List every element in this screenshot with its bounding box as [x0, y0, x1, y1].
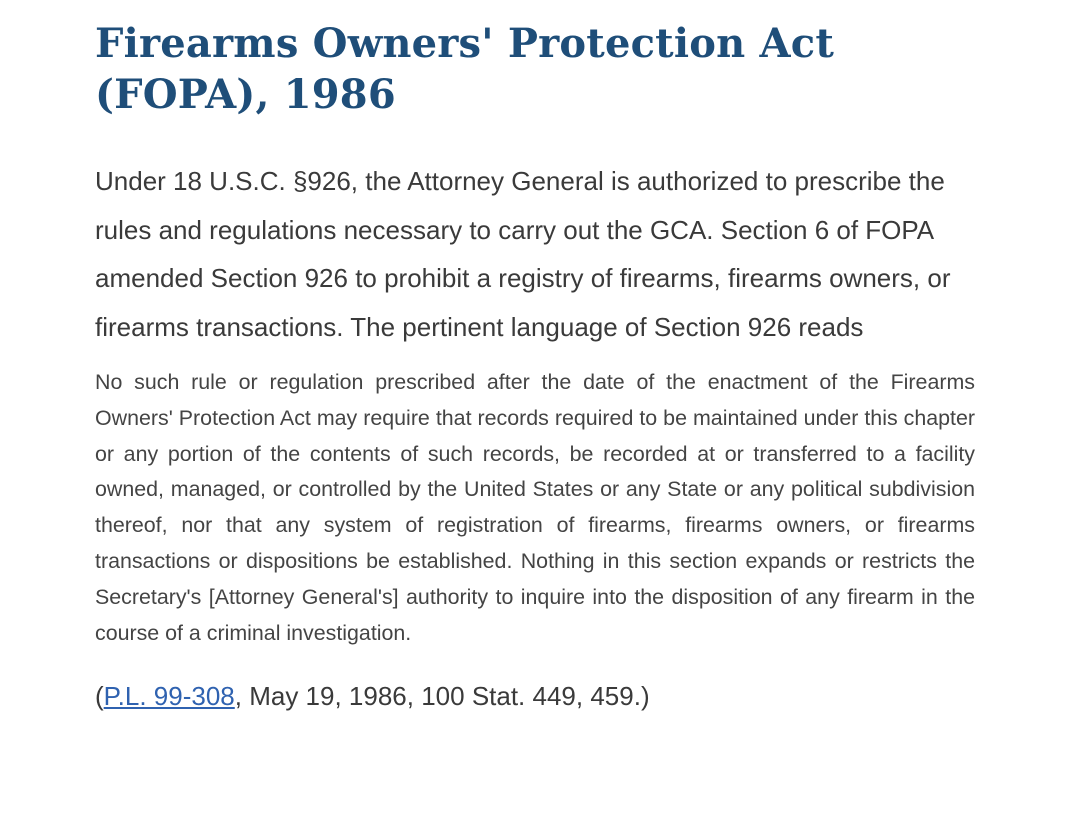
- statute-quote: No such rule or regulation prescribed after the date of the enactment of the Firearms Owners' Protection Act may require that records required to be maintained under this chapter or any portion of the contents of such records, be recorded at or transferred to a facility owned, managed, or controlled by the United States or any State or any political subdivision thereof, nor that any system of registration of firearms, firearms owners, or firearms transactions or dispositions be established. Nothing in this section expands or restricts the Secretary's [Attorney General's] authority to inquire into the disposition of any firearm in the course of a criminal investigation.: [95, 370, 975, 645]
- article: [95, 18, 975, 716]
- intro-paragraph: Under 18 U.S.C. §926, the Attorney General is authorized to prescribe the rules and regulations necessary to carry out the GCA. Section 6 of FOPA amended Section 926 to prohibit a registry of firearms, firearms owners, or firearms transactions. The pertinent language of Section 926 reads: [95, 166, 951, 342]
- page-title: Firearms Owners' Protection Act (FOPA), 1986: [95, 20, 834, 118]
- citation-details: , May 19, 1986, 100 Stat. 449, 459.): [234, 681, 650, 712]
- citation: [95, 676, 975, 716]
- public-law-link[interactable]: P.L. 99-308: [103, 681, 235, 712]
- citation-open-paren: (: [95, 681, 104, 712]
